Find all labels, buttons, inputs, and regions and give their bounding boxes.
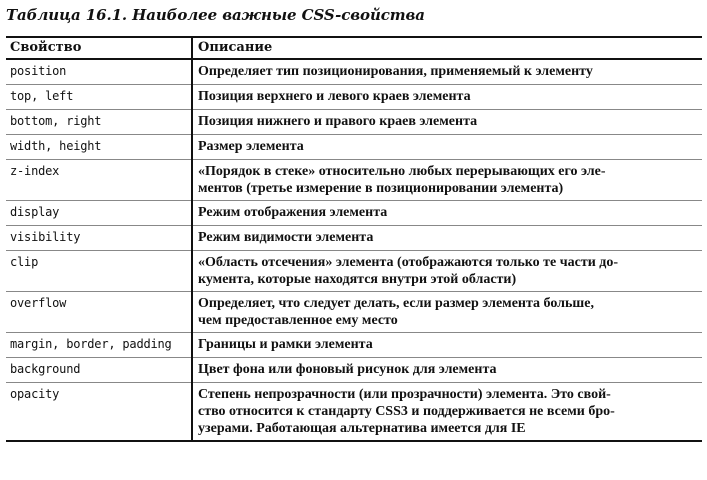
description-cell xyxy=(192,333,702,358)
description-cell xyxy=(192,110,702,135)
table-row xyxy=(6,160,702,201)
description-line: ментов (третье измерение в позиционировании элемента) xyxy=(198,181,564,196)
property-cell: visibility xyxy=(6,226,192,251)
description-line: Режим отображения элемента xyxy=(198,205,388,220)
description-line: Границы и рамки элемента xyxy=(198,337,373,352)
description-cell xyxy=(192,59,702,85)
table-row xyxy=(6,226,702,251)
table-row xyxy=(6,110,702,135)
description-line: Позиция нижнего и правого краев элемента xyxy=(198,114,478,129)
table-row xyxy=(6,333,702,358)
description-line: «Порядок в стеке» относительно любых перерывающих его эле- xyxy=(198,164,606,179)
table-row xyxy=(6,358,702,383)
description-line: Позиция верхнего и левого краев элемента xyxy=(198,89,471,104)
property-cell: width, height xyxy=(6,135,192,160)
property-cell: display xyxy=(6,201,192,226)
table-row xyxy=(6,292,702,333)
property-cell: top, left xyxy=(6,85,192,110)
table-header-row xyxy=(6,37,702,59)
description-line: кумента, которые находятся внутри этой области) xyxy=(198,272,517,287)
description-line: Размер элемента xyxy=(198,139,304,154)
table-row xyxy=(6,251,702,292)
description-cell xyxy=(192,251,702,292)
description-line: Степень непрозрачности (или прозрачности) элемента. Это свой- xyxy=(198,387,611,402)
property-cell: opacity xyxy=(6,383,192,442)
table-row xyxy=(6,59,702,85)
description-line: ство относится к стандарту CSS3 и поддерживается не всеми бро- xyxy=(198,404,615,419)
description-cell xyxy=(192,292,702,333)
property-cell: margin, border, padding xyxy=(6,333,192,358)
table-row xyxy=(6,135,702,160)
description-line: «Область отсечения» элемента (отображаются только те части до- xyxy=(198,255,619,270)
property-cell: background xyxy=(6,358,192,383)
description-cell xyxy=(192,201,702,226)
property-cell: clip xyxy=(6,251,192,292)
description-cell xyxy=(192,226,702,251)
description-line: Режим видимости элемента xyxy=(198,230,374,245)
table-row xyxy=(6,383,702,442)
description-line: Определяет тип позиционирования, применяемый к элементу xyxy=(198,64,593,79)
table-row xyxy=(6,85,702,110)
description-line: узерами. Работающая альтернатива имеется для IE xyxy=(198,421,526,436)
description-cell xyxy=(192,383,702,442)
table-body xyxy=(6,59,702,441)
description-cell xyxy=(192,85,702,110)
property-cell: overflow xyxy=(6,292,192,333)
property-cell: z-index xyxy=(6,160,192,201)
description-line: Цвет фона или фоновый рисунок для элемента xyxy=(198,362,497,377)
description-line: чем предоставленное ему место xyxy=(198,313,398,328)
css-properties-table xyxy=(6,36,702,442)
column-header-property: Свойство xyxy=(6,37,192,59)
property-cell: position xyxy=(6,59,192,85)
description-cell xyxy=(192,358,702,383)
description-line: Определяет, что следует делать, если размер элемента больше, xyxy=(198,296,594,311)
description-cell xyxy=(192,160,702,201)
table-caption: Таблица 16.1. Наиболее важные CSS-свойства xyxy=(6,6,425,24)
table-row xyxy=(6,201,702,226)
column-header-description: Описание xyxy=(192,37,702,59)
property-cell: bottom, right xyxy=(6,110,192,135)
description-cell xyxy=(192,135,702,160)
